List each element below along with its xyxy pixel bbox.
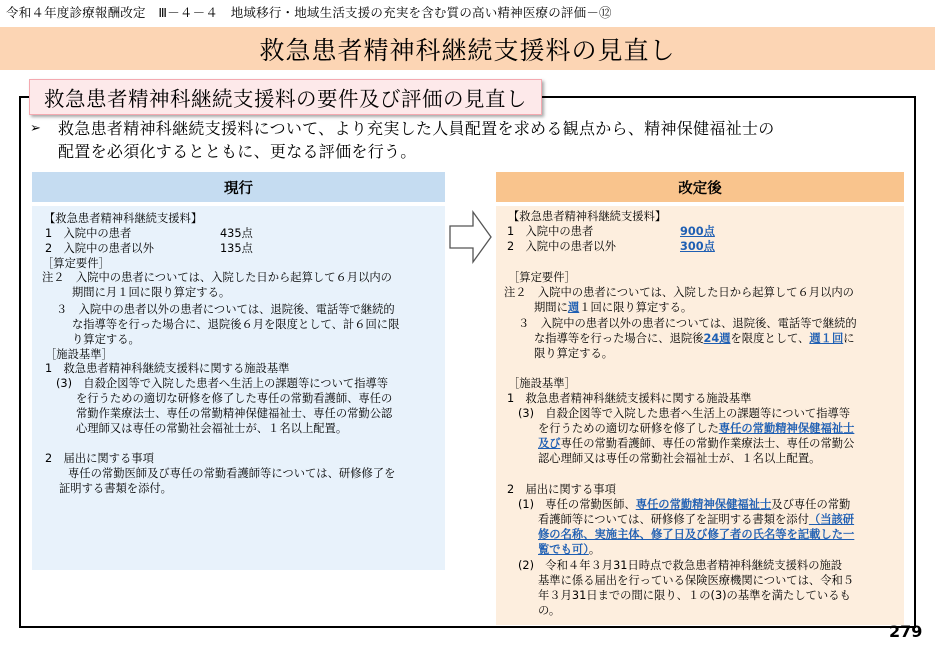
summary-line-1: 救急患者精神科継続支援料について、より充実した人員配置を求める観点から、精神保健福祉士の: [58, 119, 775, 138]
current-fac-heading: ［施設基準］: [45, 348, 113, 361]
current-req-line: り算定する。: [72, 333, 140, 346]
revised-highlight: 専任の常勤精神保健福祉士: [718, 422, 855, 435]
revised-req-line: 限り算定する。: [534, 347, 614, 360]
current-fac-line: 2 届出に関する事項: [45, 452, 154, 465]
revised-item-1-points: 900点: [680, 225, 715, 238]
section-label-text: 救急患者精神科継続支援料の要件及び評価の見直し: [44, 87, 527, 111]
revised-item-2-points: 300点: [680, 240, 715, 253]
current-req-line: 期間に月１回に限り算定する。: [72, 286, 231, 299]
current-req-line: な指導等を行った場合に、退院後６月を限度として、計６回に限: [72, 318, 400, 331]
current-fee-name: 【救急患者精神科継続支援料】: [44, 212, 203, 225]
current-fac-line: 1 救急患者精神科継続支援料に関する施設基準: [45, 362, 290, 375]
revised-fac-line: 1 救急患者精神科継続支援料に関する施設基準: [507, 392, 752, 405]
current-req-line: 注２ 入院中の患者については、入院した日から起算して６月以内の: [42, 271, 392, 284]
revised-column-heading: 改定後: [496, 172, 904, 202]
revised-fac-line: (1) 専任の常勤医師、専任の常勤精神保健福祉士及び専任の常勤: [518, 498, 851, 511]
current-item-1-points: 435点: [220, 227, 253, 240]
revised-fac-line: の。: [538, 604, 561, 617]
current-fac-line: 常勤作業療法士、専任の常勤精神保健福祉士、専任の常勤公認: [76, 407, 393, 420]
revised-fac-line: 認心理師又は専任の常勤社会福祉士が、１名以上配置。: [538, 452, 821, 465]
title-bar: [0, 27, 935, 70]
revised-req-line: 期間に週１回に限り算定する。: [534, 301, 693, 314]
section-label: [29, 79, 542, 115]
revised-highlight: 24週: [703, 332, 731, 345]
revised-highlight: 専任の常勤精神保健福祉士: [635, 498, 772, 511]
revised-item-1: 1 入院中の患者: [507, 225, 594, 238]
revised-req-heading: ［算定要件］: [508, 271, 576, 284]
revised-fac-line: 2 届出に関する事項: [507, 483, 616, 496]
current-fac-line: 専任の常勤医師及び専任の常勤看護師等については、研修修了を: [68, 467, 396, 480]
current-fac-line: を行うための適切な研修を修了した専任の常勤看護師、専任の: [76, 392, 393, 405]
summary: [30, 117, 910, 163]
right-arrow-icon: [449, 210, 493, 264]
revised-req-line: 注２ 入院中の患者については、入院した日から起算して６月以内の: [504, 286, 854, 299]
current-item-2: 2 入院中の患者以外: [45, 242, 154, 255]
revised-highlight: 週１回: [809, 332, 844, 345]
revised-fac-heading: ［施設基準］: [508, 377, 576, 390]
bullet-arrow-icon: ➢: [30, 121, 41, 136]
revised-highlight-line: 修の名称、実施主体、修了日及び修了者の氏名等を記載した一: [538, 528, 855, 541]
revised-highlight: 覧でも可）: [538, 543, 589, 556]
revised-column-body: [496, 206, 904, 625]
revised-fac-line: 年３月31日までの間に限り、１の(3)の基準を満たしているも: [538, 589, 851, 602]
current-item-2-points: 135点: [220, 242, 253, 255]
revised-fac-line: を行うための適切な研修を修了した専任の常勤精神保健福祉士: [538, 422, 855, 435]
summary-line-2: 配置を必須化するとともに、更なる評価を行う。: [58, 142, 417, 161]
page-title: 救急患者精神科継続支援料の見直し: [259, 35, 676, 65]
revised-fac-line: 覧でも可）。: [538, 543, 601, 556]
revised-fac-line: 基準に係る届出を行っている保険医療機関については、令和５: [538, 574, 855, 587]
revised-highlight: 週: [567, 301, 580, 314]
revised-fee-name: 【救急患者精神科継続支援料】: [508, 210, 667, 223]
current-fac-line: 証明する書類を添付。: [59, 482, 172, 495]
slide-header: 令和４年度診療報酬改定 Ⅲ－４－４ 地域移行・地域生活支援の充実を含む質の高い精神医療の評価－⑫: [6, 5, 612, 20]
revised-item-2: 2 入院中の患者以外: [507, 240, 616, 253]
revised-req-line: な指導等を行った場合に、退院後24週を限度として、週１回に: [534, 332, 855, 345]
current-fac-line: (3) 自殺企図等で入院した患者へ生活上の課題等について指導等: [56, 377, 389, 390]
revised-fac-line: 看護師等については、研修修了を証明する書類を添付（当該研: [538, 513, 855, 526]
revised-fac-line: 及び専任の常勤看護師、専任の常勤作業療法士、専任の常勤公: [538, 437, 855, 450]
current-column-heading: 現行: [32, 172, 445, 202]
current-fac-line: 心理師又は専任の常勤社会福祉士が、１名以上配置。: [76, 422, 348, 435]
page-number: 279: [889, 622, 923, 641]
revised-req-line: ３ 入院中の患者以外の患者については、退院後、電話等で継続的: [518, 317, 857, 330]
revised-fac-line: (3) 自殺企図等で入院した患者へ生活上の課題等について指導等: [518, 407, 851, 420]
current-req-line: ３ 入院中の患者以外の患者については、退院後、電話等で継続的: [56, 303, 395, 316]
revised-highlight: 及び: [538, 437, 561, 450]
revised-highlight: （当該研: [808, 513, 855, 526]
current-item-1: 1 入院中の患者: [45, 227, 132, 240]
revised-fac-line: (2) 令和４年３月31日時点で救急患者精神科継続支援料の施設: [518, 559, 843, 572]
current-req-heading: ［算定要件］: [42, 257, 110, 270]
current-column-body: [32, 206, 445, 570]
